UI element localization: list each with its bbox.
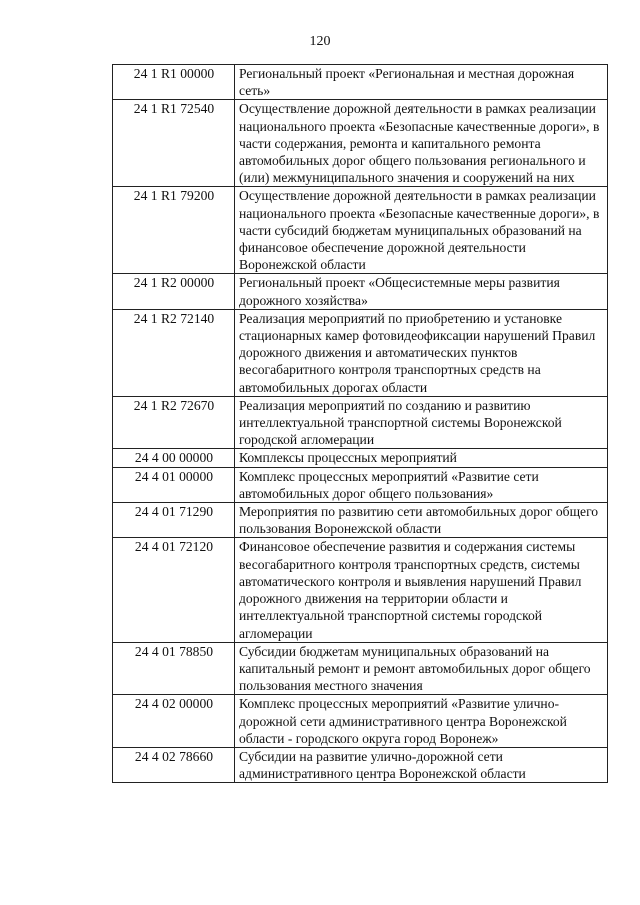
row-code: 24 4 01 78850: [113, 642, 235, 695]
budget-classification-table: [112, 64, 608, 783]
row-description: Комплекс процессных мероприятий «Развитие сети автомобильных дорог общего пользования»: [235, 467, 608, 502]
table-row: [113, 309, 608, 396]
row-code: 24 1 R1 72540: [113, 100, 235, 187]
row-description: Реализация мероприятий по приобретению и установке стационарных камер фотовидеофиксации нарушений Правил дорожного движения и автоматических пунктов весогабаритного контроля транспортных средств на автомобильных дорогах области: [235, 309, 608, 396]
table-row: [113, 467, 608, 502]
table-row: [113, 695, 608, 748]
row-description: Комплекс процессных мероприятий «Развитие улично-дорожной сети административного центра Воронежской области - городского округа город Воронеж»: [235, 695, 608, 748]
table-row: [113, 642, 608, 695]
table-row: [113, 396, 608, 449]
table-row: [113, 65, 608, 100]
page-number: 120: [309, 34, 331, 49]
row-code: 24 4 00 00000: [113, 449, 235, 467]
table-row: [113, 503, 608, 538]
row-description: Субсидии на развитие улично-дорожной сети административного центра Воронежской области: [235, 747, 608, 782]
row-description: Комплексы процессных мероприятий: [235, 449, 608, 467]
row-code: 24 1 R2 72670: [113, 396, 235, 449]
row-code: 24 1 R1 79200: [113, 187, 235, 274]
row-code: 24 1 R2 00000: [113, 274, 235, 309]
row-description: Финансовое обеспечение развития и содержания системы весогабаритного контроля транспортных средств, системы автоматического контроля и выявления нарушений Правил дорожного движения на территории области и интеллектуальной транспортной системы городской агломерации: [235, 538, 608, 642]
table-row: [113, 100, 608, 187]
row-description: Осуществление дорожной деятельности в рамках реализации национального проекта «Безопасные качественные дороги», в части содержания, ремонта и капитального ремонта автомобильных дорог общего пользования регионального и (или) межмуниципального значения и сооружений на них: [235, 100, 608, 187]
row-code: 24 1 R2 72140: [113, 309, 235, 396]
table-row: [113, 538, 608, 642]
row-code: 24 4 02 78660: [113, 747, 235, 782]
row-code: 24 4 01 72120: [113, 538, 235, 642]
row-description: Осуществление дорожной деятельности в рамках реализации национального проекта «Безопасные качественные дороги», в части субсидий бюджетам муниципальных образований на финансовое обеспечение дорожной деятельности Воронежской области: [235, 187, 608, 274]
table-row: [113, 274, 608, 309]
row-code: 24 4 01 71290: [113, 503, 235, 538]
row-description: Региональный проект «Общесистемные меры развития дорожного хозяйства»: [235, 274, 608, 309]
row-description: Региональный проект «Региональная и местная дорожная сеть»: [235, 65, 608, 100]
table-row: [113, 187, 608, 274]
row-description: Мероприятия по развитию сети автомобильных дорог общего пользования Воронежской области: [235, 503, 608, 538]
row-code: 24 4 02 00000: [113, 695, 235, 748]
table-row: [113, 747, 608, 782]
row-description: Субсидии бюджетам муниципальных образований на капитальный ремонт и ремонт автомобильных дорог общего пользования местного значения: [235, 642, 608, 695]
table-row: [113, 449, 608, 467]
row-code: 24 4 01 00000: [113, 467, 235, 502]
row-description: Реализация мероприятий по созданию и развитию интеллектуальной транспортной системы Воронежской городской агломерации: [235, 396, 608, 449]
row-code: 24 1 R1 00000: [113, 65, 235, 100]
